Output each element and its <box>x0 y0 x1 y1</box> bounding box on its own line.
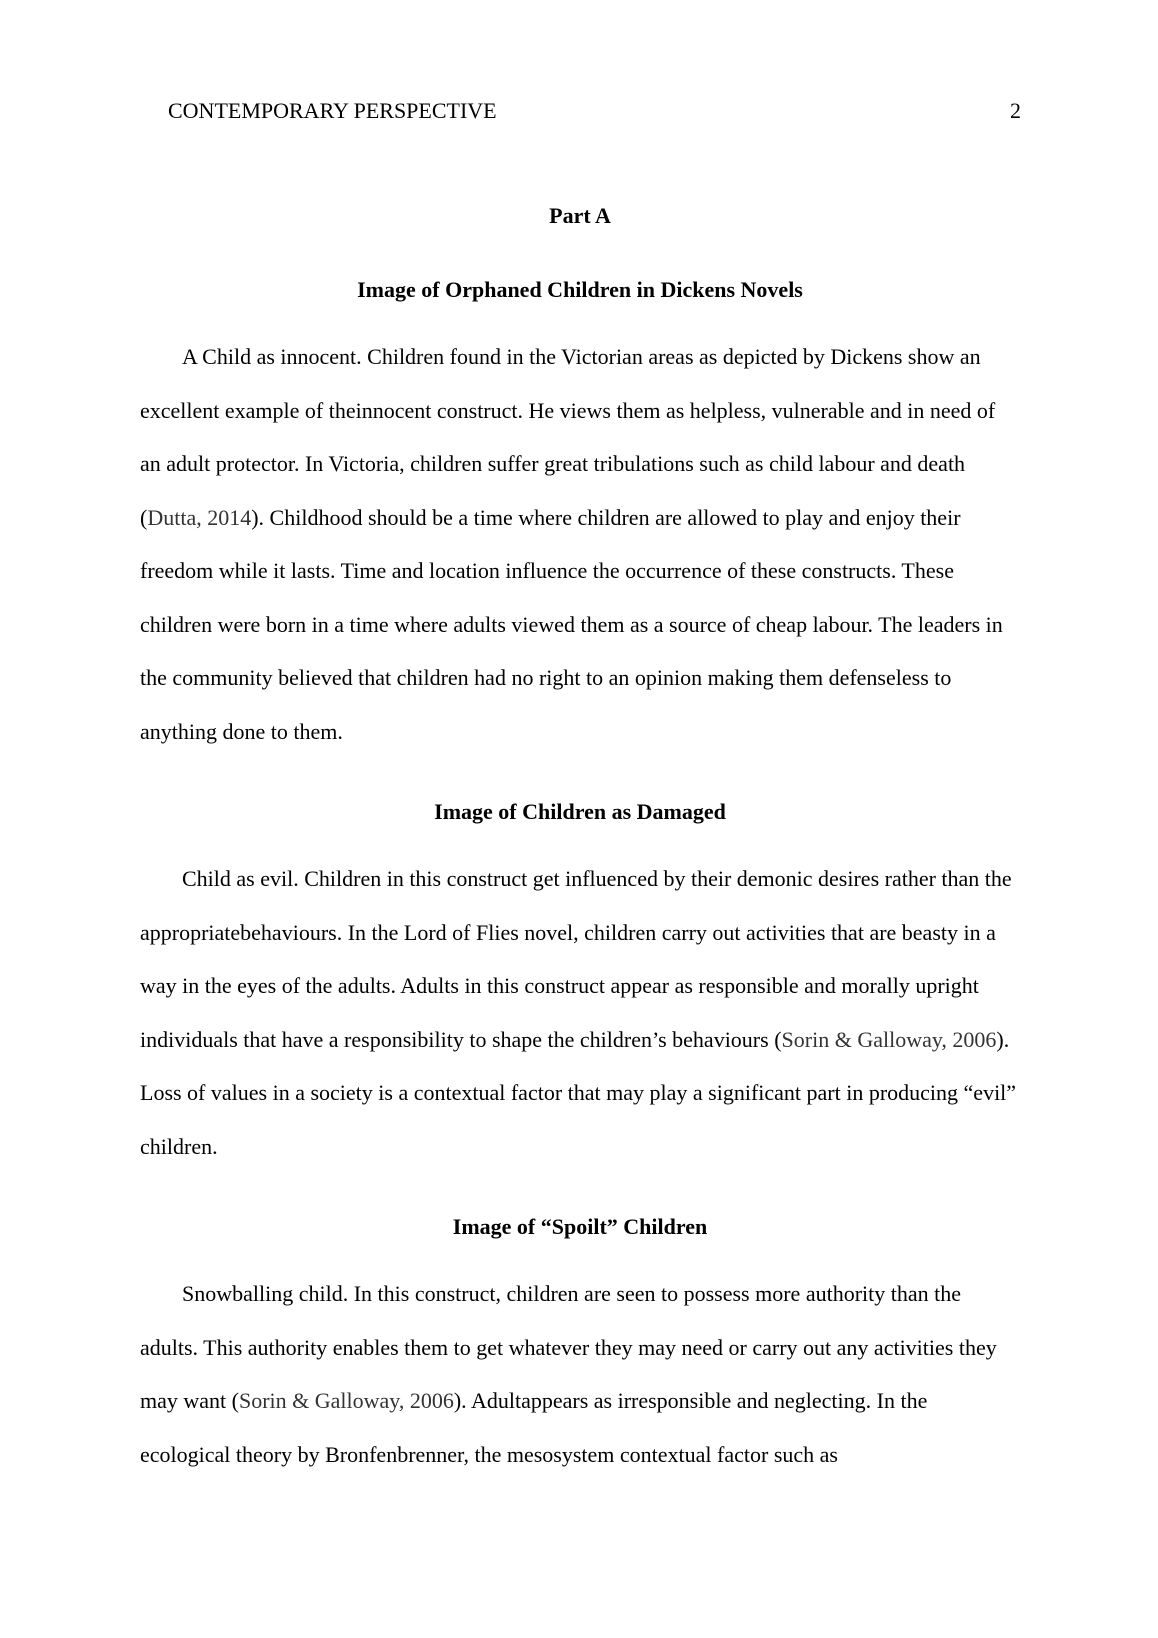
paragraph-text: A Child as innocent. Children found in the Victorian areas as depicted by Dickens show an excellent example of theinnocent construct. He views them as helpless, vulnerable and in need of an adult protector. In Victoria, children suffer great tribulations such as child labour and death ( <box>140 344 996 530</box>
paragraph-text: Child as evil. Children in this construct get influenced by their demonic desires rather than the appropriatebehaviours. In the Lord of Flies novel, children carry out activities that are beasty in a way in the eyes of the adults. Adults in this construct appear as responsible and morally upright individuals that have a responsibility to shape the children’s behaviours ( <box>140 866 1012 1052</box>
section-heading-spoilt: Image of “Spoilt” Children <box>452 1214 708 1239</box>
running-header <box>168 94 1021 128</box>
page-number: 2 <box>1010 98 1021 123</box>
paragraph-spoilt <box>140 1267 1020 1481</box>
paragraph-damaged <box>140 852 1020 1173</box>
citation: Sorin & Galloway, 2006 <box>238 1388 454 1413</box>
document-body <box>140 196 1020 1481</box>
citation: Dutta, 2014 <box>147 504 252 530</box>
paragraph-text: ). Loss of values in a society is a contextual factor that may play a significant part in producing “evil” children. <box>140 1026 1017 1159</box>
section-heading-damaged: Image of Children as Damaged <box>434 799 726 824</box>
paragraph-text: Snowballing child. In this construct, children are seen to possess more authority than the adults. This authority enables them to get whatever they may need or carry out any activities they may want ( <box>140 1281 997 1413</box>
paragraph-orphaned <box>140 330 1020 758</box>
citation: Sorin & Galloway, 2006 <box>781 1026 997 1052</box>
paragraph-text: ). Adultappears as irresponsible and neglecting. In the ecological theory by Bronfenbrenner, the mesosystem contextual factor such as <box>140 1388 928 1467</box>
part-title: Part A <box>549 203 611 228</box>
section-heading-orphaned: Image of Orphaned Children in Dickens Novels <box>357 277 803 302</box>
running-title: CONTEMPORARY PERSPECTIVE <box>168 98 497 123</box>
paragraph-text: ). Childhood should be a time where children are allowed to play and enjoy their freedom while it lasts. Time and location influence the occurrence of these constructs. These children were born in a time where adults viewed them as a source of cheap labour. The leaders in the community believed that children had no right to an opinion making them defenseless to anything done to them. <box>140 504 1003 744</box>
